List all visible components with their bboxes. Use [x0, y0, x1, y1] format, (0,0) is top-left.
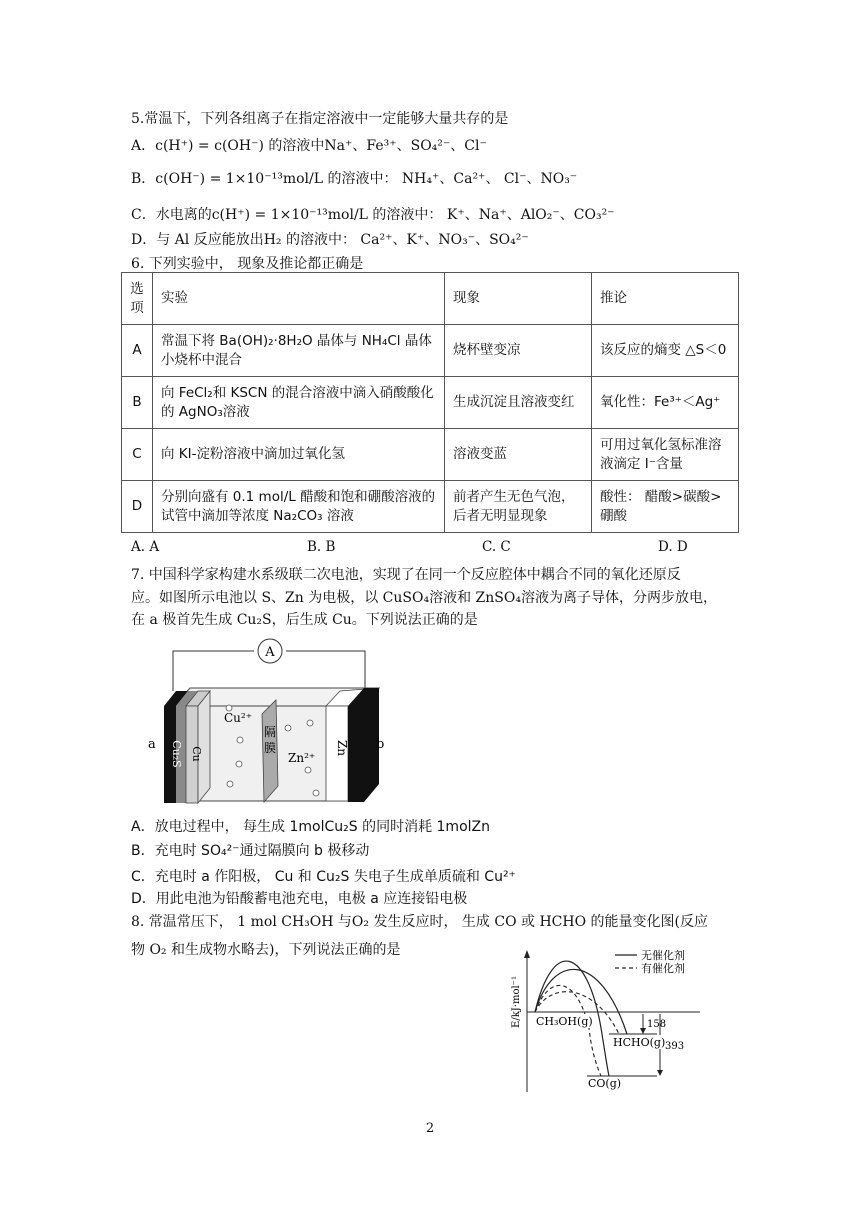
ammeter-label: A: [265, 645, 275, 660]
q7-option-d: D．用此电池为铅酸蓄电池充电，电极 a 应连接铅电极: [131, 891, 468, 907]
header-option: 选项: [122, 273, 153, 325]
header-inference: 推论: [592, 273, 739, 325]
reactant-label: CH₃OH(g): [536, 1015, 593, 1028]
experiment-table: [121, 272, 739, 533]
battery-diagram: [140, 636, 400, 808]
q5-title: 5.常温下，下列各组离子在指定溶液中一定能够大量共存的是: [131, 111, 509, 127]
cu2s-label: Cu₂S: [170, 740, 183, 768]
row-option: B: [122, 377, 153, 429]
row-phenomenon: 溶液变蓝: [445, 429, 592, 481]
row-inference: 氧化性：Fe³⁺＜Ag⁺: [592, 377, 739, 429]
row-option: C: [122, 429, 153, 481]
delta-158: 158: [647, 1019, 667, 1030]
choice-c: C. C: [482, 539, 511, 555]
row-phenomenon: 烧杯壁变凉: [445, 325, 592, 377]
q7-option-c: C．充电时 a 作阳极， Cu 和 Cu₂S 失电子生成单质硫和 Cu²⁺: [131, 869, 516, 885]
q7-line3: 在 a 极首先生成 Cu₂S，后生成 Cu。下列说法正确的是: [131, 612, 478, 628]
header-experiment: 实验: [153, 273, 445, 325]
cu-label: Cu: [190, 746, 203, 762]
q8-line2: 物 O₂ 和生成物水略去)，下列说法正确的是: [131, 942, 401, 958]
product-co-label: CO(g): [588, 1077, 622, 1090]
zn-ion-label: Zn²⁺: [288, 751, 316, 765]
q5-option-a: A．c(H⁺) = c(OH⁻) 的溶液中Na⁺、Fe³⁺、SO₄²⁻、Cl⁻: [131, 138, 487, 154]
row-experiment: 向 FeCl₂和 KSCN 的混合溶液中滴入硝酸酸化的 AgNO₃溶液: [153, 377, 445, 429]
row-phenomenon: 生成沉淀且溶液变红: [445, 377, 592, 429]
table-row: [122, 481, 739, 533]
table-row: [122, 429, 739, 481]
table-row: [122, 325, 739, 377]
row-phenomenon: 前者产生无色气泡，后者无明显现象: [445, 481, 592, 533]
table-header-row: [122, 273, 739, 325]
table-row: [122, 377, 739, 429]
row-inference: 可用过氧化氢标准溶液滴定 I⁻含量: [592, 429, 739, 481]
q7-option-a: A．放电过程中， 每生成 1molCu₂S 的同时消耗 1molZn: [131, 819, 490, 835]
energy-diagram: [505, 942, 720, 1100]
label-a: a: [148, 737, 156, 752]
row-inference: 酸性： 醋酸>碳酸>硼酸: [592, 481, 739, 533]
q7-line1: 7. 中国科学家构建水系级联二次电池，实现了在同一个反应腔体中耦合不同的氧化还原反: [131, 567, 681, 583]
page-number: 2: [425, 1121, 435, 1136]
product-hcho-label: HCHO(g): [613, 1036, 666, 1049]
legend-solid: 无催化剂: [641, 949, 685, 962]
legend-dashed: 有催化剂: [641, 962, 685, 975]
row-experiment: 向 KI-淀粉溶液中滴加过氧化氢: [153, 429, 445, 481]
q6-title: 6. 下列实验中， 现象及推论都正确是: [131, 256, 364, 272]
q7-line2: 应。如图所示电池以 S、Zn 为电极，以 CuSO₄溶液和 ZnSO₄溶液为离子导体，分两步放电，: [131, 590, 717, 606]
row-inference: 该反应的熵变 △S＜0: [592, 325, 739, 377]
q5-option-c: C．水电离的c(H⁺) = 1×10⁻¹³mol/L 的溶液中： K⁺、Na⁺、AlO₂⁻、CO₃²⁻: [131, 207, 615, 223]
choice-d: D. D: [658, 539, 688, 555]
cu-ion-label: Cu²⁺: [224, 711, 253, 725]
label-b: b: [376, 737, 385, 752]
q7-option-b: B．充电时 SO₄²⁻通过隔膜向 b 极移动: [131, 843, 370, 859]
row-option: A: [122, 325, 153, 377]
zn-label: Zn: [335, 739, 349, 757]
header-phenomenon: 现象: [445, 273, 592, 325]
choice-a: A. A: [131, 539, 160, 555]
delta-393: 393: [665, 1041, 685, 1052]
q5-option-b: B．c(OH⁻) = 1×10⁻¹³mol/L 的溶液中： NH₄⁺、Ca²⁺、 Cl⁻、NO₃⁻: [131, 171, 578, 187]
row-experiment: 分别向盛有 0.1 mol/L 醋酸和饱和硼酸溶液的试管中滴加等浓度 Na₂CO₃ 溶液: [153, 481, 445, 533]
q8-line1: 8. 常温常压下， 1 mol CH₃OH 与O₂ 发生反应时， 生成 CO 或 HCHO 的能量变化图(反应: [131, 914, 708, 930]
row-experiment: 常温下将 Ba(OH)₂·8H₂O 晶体与 NH₄Cl 晶体 小烧杯中混合: [153, 325, 445, 377]
membrane-label: 隔膜: [263, 725, 277, 755]
y-axis-label: E/kJ·mol⁻¹: [511, 976, 522, 1028]
row-option: D: [122, 481, 153, 533]
choice-b: B. B: [307, 539, 336, 555]
q5-option-d: D．与 Al 反应能放出H₂ 的溶液中： Ca²⁺、K⁺、NO₃⁻、SO₄²⁻: [131, 232, 529, 248]
